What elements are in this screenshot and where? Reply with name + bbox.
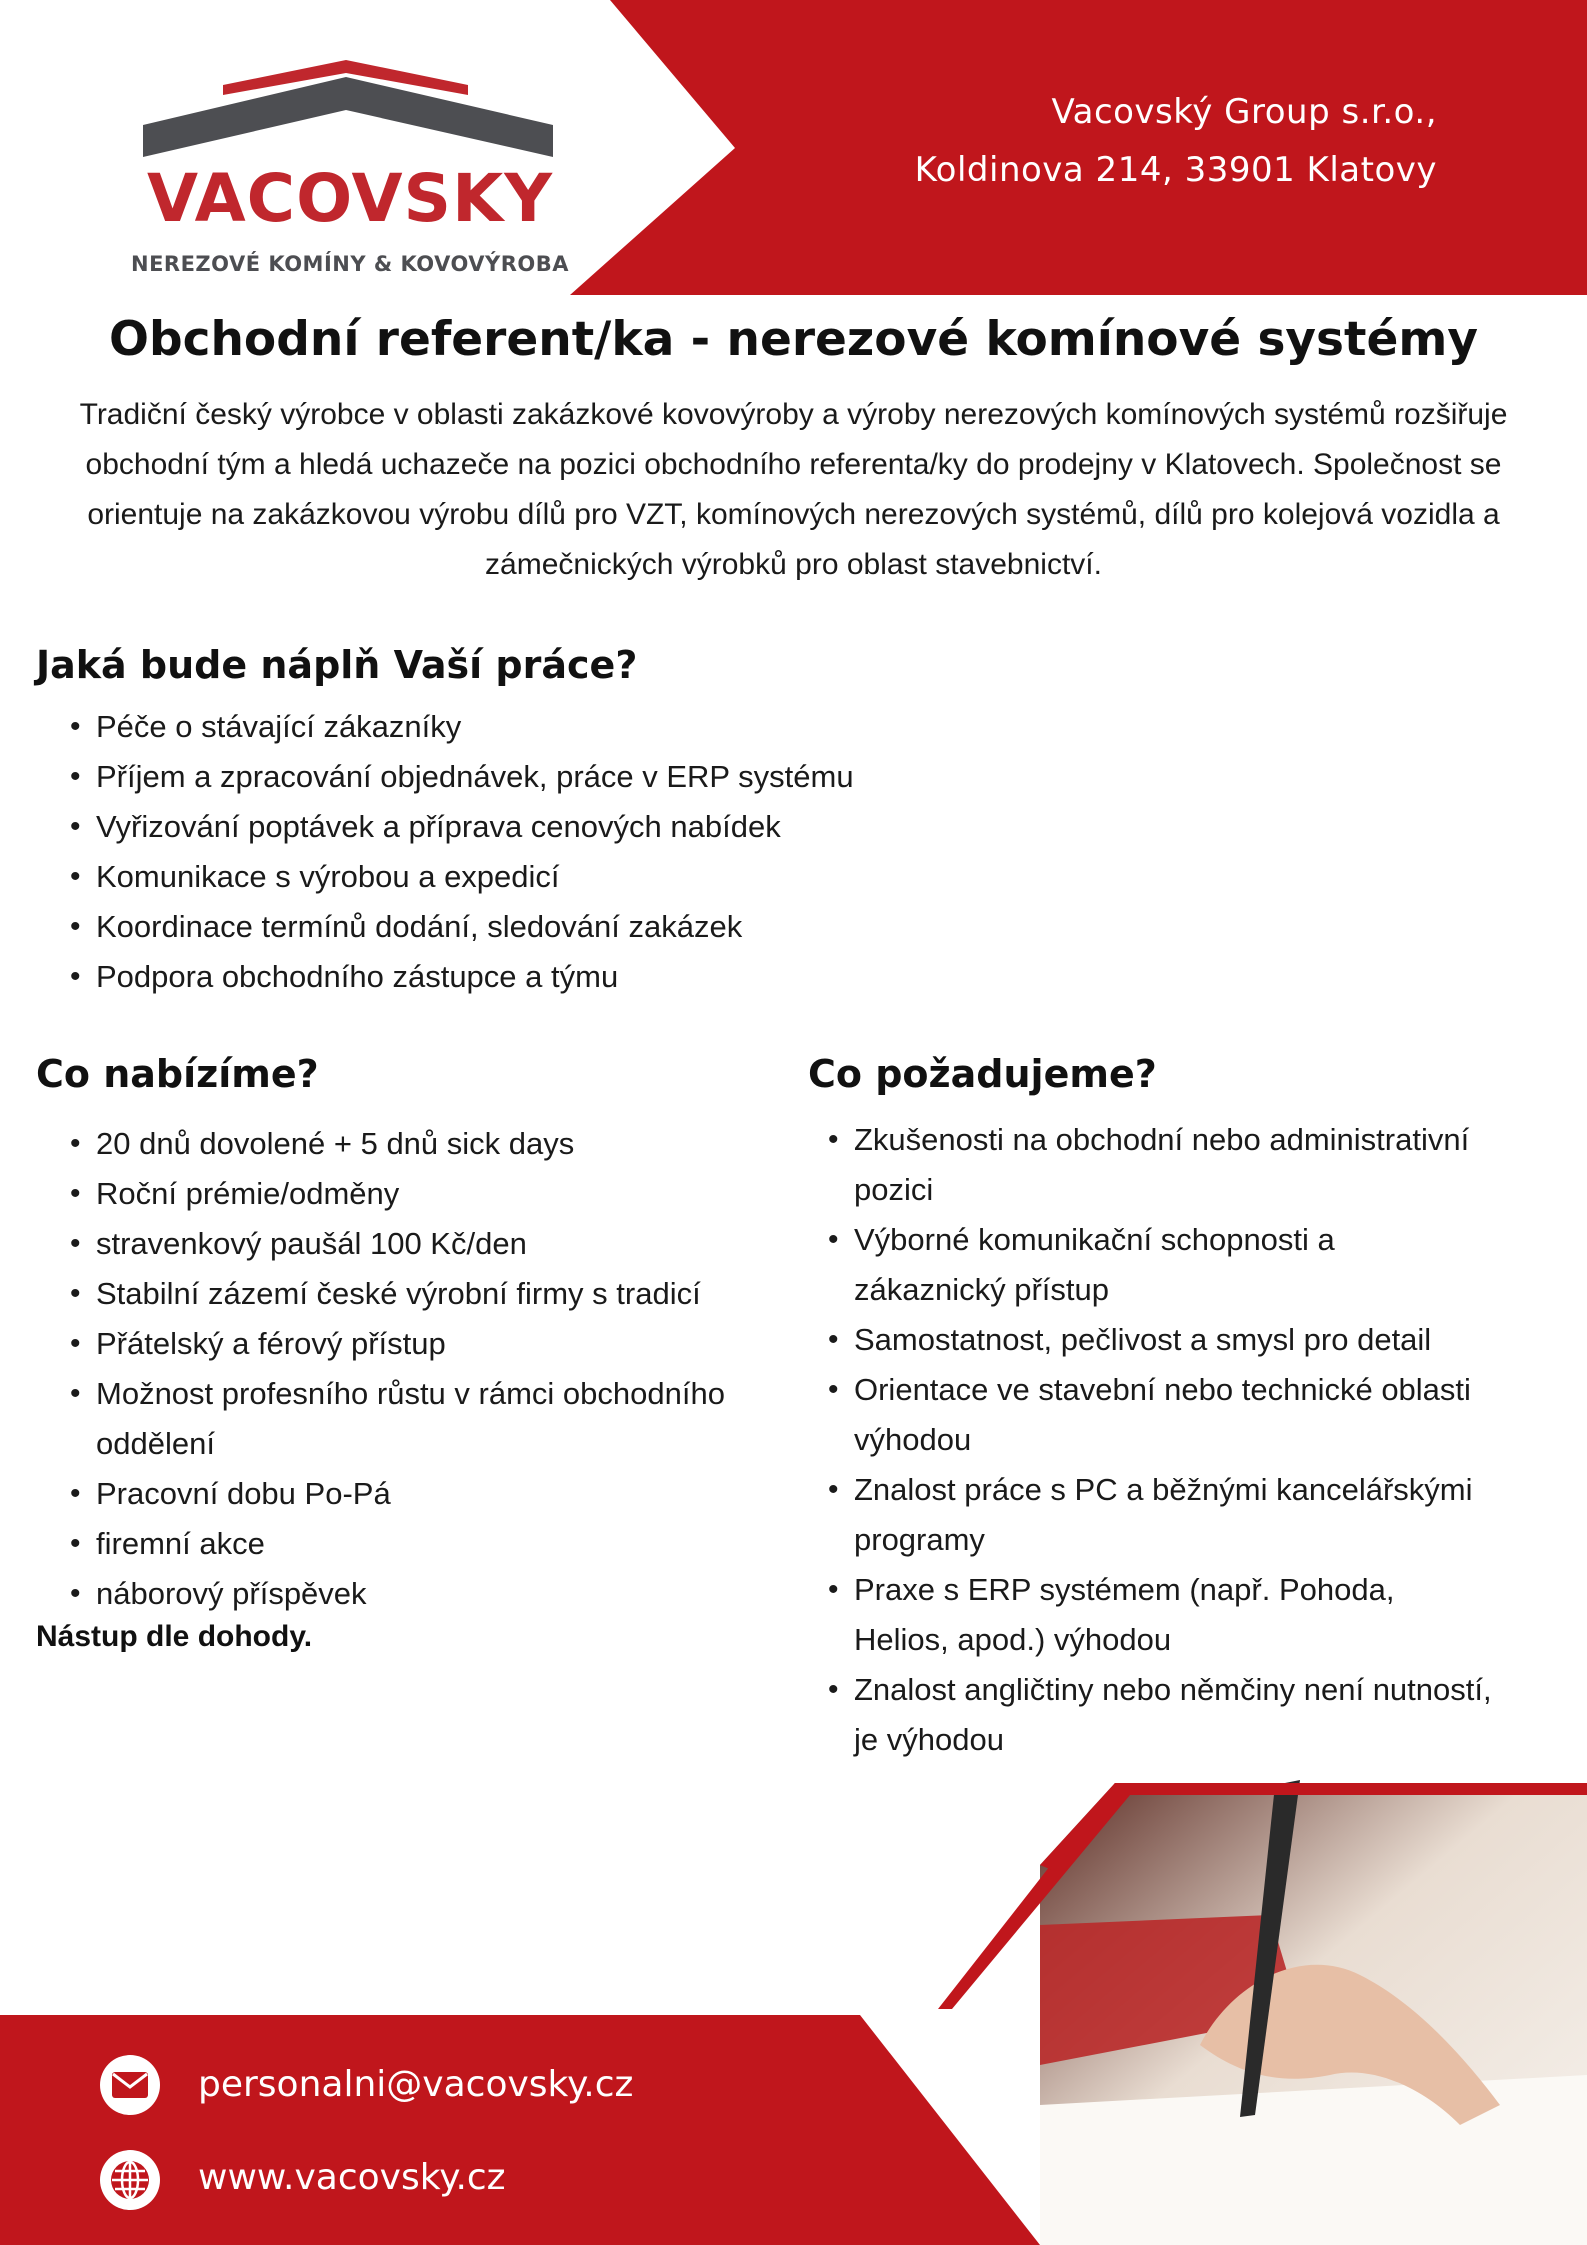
list-item: • Komunikace s výrobou a expedicí (36, 852, 1036, 902)
list-item: • Příjem a zpracování objednávek, práce v ERP systému (36, 752, 1036, 802)
duties-heading: Jaká bude náplň Vaší práce? (36, 643, 638, 687)
page-title: Obchodní referent/ka - nerezové komínové systémy (109, 312, 1478, 367)
offer-list (36, 1119, 796, 1619)
list-item: • Roční prémie/odměny (36, 1169, 796, 1219)
requirements-heading: Co požadujeme? (808, 1052, 1157, 1096)
list-item: • Péče o stávající zákazníky (36, 702, 1036, 752)
contact-email[interactable]: personalni@vacovsky.cz (198, 2064, 634, 2105)
list-item: • Zkušenosti na obchodní nebo administrativní pozici (794, 1115, 1494, 1215)
list-item: • firemní akce (36, 1519, 796, 1569)
company-name: Vacovský Group s.r.o., (1051, 92, 1437, 132)
list-item: • Přátelský a férový přístup (36, 1319, 796, 1369)
offer-heading: Co nabízíme? (36, 1052, 319, 1096)
contact-web[interactable]: www.vacovsky.cz (198, 2157, 506, 2198)
start-note: Nástup dle dohody. (36, 1620, 313, 1653)
header-red-shape (570, 0, 1587, 295)
list-item: • Podpora obchodního zástupce a týmu (36, 952, 1036, 1002)
company-address: Koldinova 214, 33901 Klatovy (914, 150, 1437, 190)
list-item: • Možnost profesního růstu v rámci obchodního oddělení (36, 1369, 796, 1469)
list-item: • náborový příspěvek (36, 1569, 796, 1619)
list-item: • Pracovní dobu Po-Pá (36, 1469, 796, 1519)
intro-text: Tradiční český výrobce v oblasti zakázkové kovovýroby a výroby nerezových komínových systémů rozšiřuje obchodní tým a hledá uchazeče na pozici obchodního referenta/ky do prodejny v Klatovech. Společnost se orientuje na zakázkovou výrobu dílů pro VZT, komínových nerezových systémů, dílů pro kolejová vozidla a zámečnických výrobků pro oblast stavebnictví. (79, 398, 1508, 581)
logo-roof-icon (138, 55, 558, 165)
list-item: • Výborné komunikační schopnosti a zákaznický přístup (794, 1215, 1494, 1315)
list-item: • Praxe s ERP systémem (např. Pohoda, Helios, apod.) výhodou (794, 1565, 1494, 1665)
list-item: • Orientace ve stavební nebo technické oblasti výhodou (794, 1365, 1494, 1465)
list-item: • stravenkový paušál 100 Kč/den (36, 1219, 796, 1269)
requirements-list (794, 1115, 1494, 1765)
logo-tagline: NEREZOVÉ KOMÍNY & KOVOVÝROBA (131, 252, 569, 276)
envelope-icon (100, 2055, 160, 2115)
logo-name: VACOVSKY (147, 160, 553, 237)
duties-list (36, 702, 1036, 1002)
list-item: • Vyřizování poptávek a příprava cenových nabídek (36, 802, 1036, 852)
list-item: • Koordinace termínů dodání, sledování zakázek (36, 902, 1036, 952)
list-item: • Stabilní zázemí české výrobní firmy s tradicí (36, 1269, 796, 1319)
globe-icon (100, 2150, 160, 2210)
list-item: • Znalost práce s PC a běžnými kancelářskými programy (794, 1465, 1494, 1565)
list-item: • Samostatnost, pečlivost a smysl pro detail (794, 1315, 1494, 1365)
list-item: • Znalost angličtiny nebo němčiny není nutností, je výhodou (794, 1665, 1494, 1765)
list-item: • 20 dnů dovolené + 5 dnů sick days (36, 1119, 796, 1169)
